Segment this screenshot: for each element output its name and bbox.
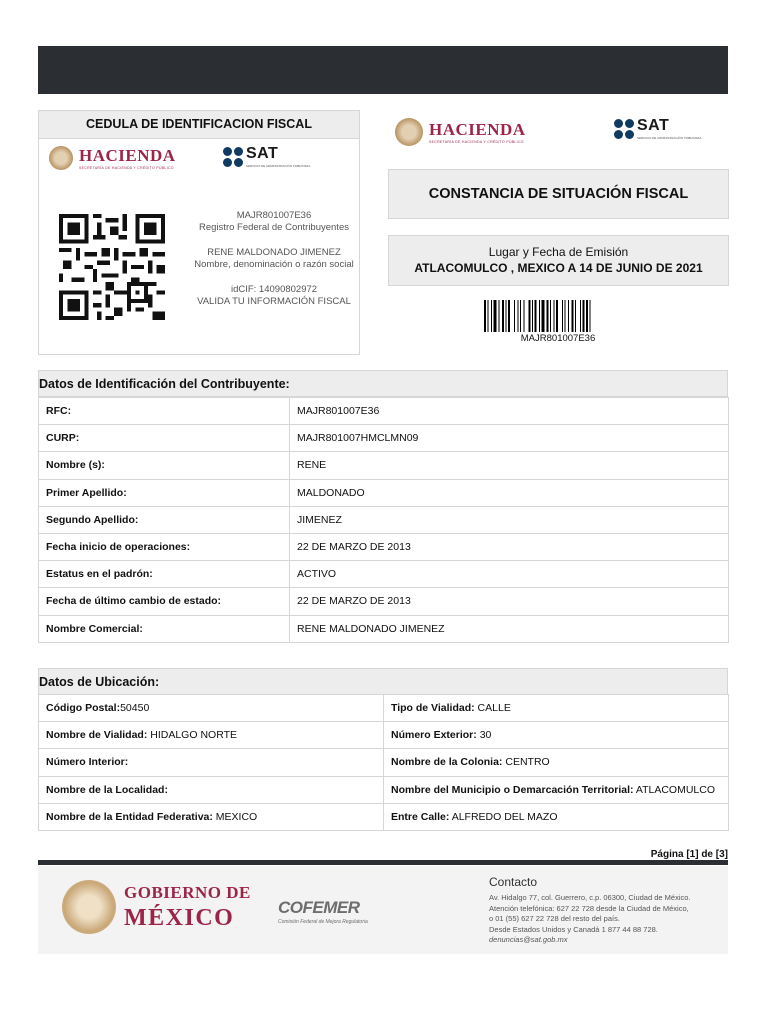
row-value: RENE — [290, 452, 729, 479]
table-row — [39, 452, 729, 479]
table-row — [39, 425, 729, 452]
contacto-title: Contacto — [489, 875, 538, 889]
row-value: MAJR801007E36 — [290, 398, 729, 425]
row-label: Nombre (s): — [39, 452, 290, 479]
cell-value: CENTRO — [502, 756, 550, 769]
cedula-rfc: MAJR801007E36 — [236, 210, 312, 221]
identificacion-section-title — [38, 370, 728, 397]
row-label: Primer Apellido: — [39, 479, 290, 506]
cell-value: 30 — [476, 729, 492, 742]
sat-logo-text: SAT — [637, 117, 670, 134]
contacto-block — [489, 875, 691, 946]
row-value: JIMENEZ — [290, 506, 729, 533]
ubicacion-cell — [39, 722, 384, 749]
barcode-text: MAJR801007E36 — [520, 333, 596, 344]
qr-code-icon — [59, 211, 165, 323]
mexico-seal-icon — [62, 880, 116, 934]
sat-dots-icon — [223, 147, 243, 167]
cedula-nombre-label: Nombre, denominación o razón social — [194, 258, 354, 270]
cofemer-logo — [278, 898, 368, 925]
gobierno-logo — [62, 880, 251, 934]
table-row — [39, 776, 729, 803]
ubicacion-table — [38, 694, 729, 831]
row-label: CURP: — [39, 425, 290, 452]
row-value: 22 DE MARZO DE 2013 — [290, 588, 729, 615]
hacienda-logo-subtext: SECRETARÍA DE HACIENDA Y CRÉDITO PÚBLICO — [79, 165, 174, 170]
cell-label: Entre Calle: — [391, 810, 450, 823]
cell-value: 50450 — [120, 702, 150, 715]
cedula-idcif: idCIF: 14090802972 — [230, 284, 318, 295]
cedula-title: CEDULA DE IDENTIFICACION FISCAL — [39, 111, 359, 139]
cell-label: Código Postal: — [46, 702, 121, 715]
row-label: Segundo Apellido: — [39, 506, 290, 533]
row-label: Estatus en el padrón: — [39, 561, 290, 588]
table-row — [39, 533, 729, 560]
table-row — [39, 722, 729, 749]
table-row — [39, 803, 729, 830]
footer — [38, 866, 728, 954]
row-label: RFC: — [39, 398, 290, 425]
cell-label: Nombre del Municipio o Demarcación Territorial: — [391, 783, 634, 796]
sat-logo-text: SAT — [246, 145, 279, 162]
cell-label: Tipo de Vialidad: — [391, 702, 475, 715]
row-value: ACTIVO — [290, 561, 729, 588]
page-number: Página [1] de [3] — [650, 849, 728, 860]
ubicacion-cell — [39, 776, 384, 803]
cell-label: Nombre de Vialidad: — [46, 729, 148, 742]
identificacion-table — [38, 397, 729, 643]
sat-logo — [223, 146, 310, 168]
table-row — [39, 749, 729, 776]
table-row — [39, 615, 729, 642]
cell-label: Número Exterior: — [391, 729, 477, 742]
hacienda-seal-icon — [49, 146, 73, 170]
row-value: RENE MALDONADO JIMENEZ — [290, 615, 729, 642]
cell-value: CALLE — [474, 702, 511, 715]
constancia-title: CONSTANCIA DE SITUACIÓN FISCAL — [388, 169, 729, 219]
row-value: 22 DE MARZO DE 2013 — [290, 533, 729, 560]
sat-logo-subtext: SERVICIO DE ADMINISTRACIÓN TRIBUTARIA — [246, 164, 311, 168]
ubicacion-cell — [384, 722, 729, 749]
ubicacion-cell — [39, 749, 384, 776]
cell-value: HIDALGO NORTE — [147, 729, 237, 742]
footer-divider — [38, 860, 728, 865]
ubicacion-cell — [384, 803, 729, 830]
hacienda-logo-text: HACIENDA — [79, 145, 176, 165]
contacto-line: Atención telefónica: 627 22 728 desde la Ciudad de México, — [489, 903, 689, 913]
sat-logo-right — [614, 118, 701, 140]
table-row — [39, 398, 729, 425]
cofemer-logo-text: COFEMER — [278, 898, 360, 917]
ubicacion-cell — [39, 803, 384, 830]
hacienda-seal-icon — [395, 118, 423, 146]
cell-label: Nombre de la Entidad Federativa: — [46, 810, 213, 823]
ubicacion-cell — [384, 695, 729, 722]
gobierno-line2: MÉXICO — [124, 904, 235, 931]
ubicacion-cell — [384, 749, 729, 776]
row-value: MAJR801007HMCLMN09 — [290, 425, 729, 452]
cedula-card — [38, 110, 360, 355]
contacto-line: Desde Estados Unidos y Canadá 1 877 44 88 728. — [489, 924, 658, 934]
contacto-email-link[interactable]: denuncias@sat.gob.mx — [489, 935, 568, 944]
table-row — [39, 695, 729, 722]
cofemer-logo-subtext: Comisión Federal de Mejora Regulatoria — [278, 919, 368, 925]
table-row — [39, 561, 729, 588]
cell-label: Número Interior: — [46, 756, 129, 769]
cell-value: MEXICO — [212, 810, 258, 823]
hacienda-logo-subtext: SECRETARÍA DE HACIENDA Y CRÉDITO PÚBLICO — [429, 139, 524, 144]
sat-logo-subtext: SERVICIO DE ADMINISTRACIÓN TRIBUTARIA — [637, 136, 702, 140]
row-label: Fecha de último cambio de estado: — [39, 588, 290, 615]
contacto-line: o 01 (55) 627 22 728 del resto del país. — [489, 914, 620, 923]
gobierno-line1: GOBIERNO DE — [124, 882, 251, 902]
sat-dots-icon — [614, 119, 634, 139]
contacto-line: Av. Hidalgo 77, col. Guerrero, c.p. 06300, Ciudad de México. — [489, 893, 691, 902]
identificacion-title-text: Datos de Identificación del Contribuyente: — [39, 377, 290, 391]
ubicacion-cell — [384, 776, 729, 803]
hacienda-logo — [49, 146, 176, 170]
hacienda-logo-text: HACIENDA — [429, 119, 526, 139]
ubicacion-title-text: Datos de Ubicación: — [39, 675, 160, 689]
row-label: Nombre Comercial: — [39, 615, 290, 642]
ubicacion-cell — [39, 695, 384, 722]
cell-label: Nombre de la Colonia: — [391, 756, 503, 769]
cedula-nombre: RENE MALDONADO JIMENEZ — [207, 247, 341, 258]
barcode-icon — [484, 300, 632, 332]
table-row — [39, 479, 729, 506]
header-bar — [38, 46, 728, 94]
lugar-value: ATLACOMULCO , MEXICO A 14 DE JUNIO DE 2021 — [414, 261, 703, 275]
lugar-label: Lugar y Fecha de Emisión — [488, 245, 629, 259]
row-label: Fecha inicio de operaciones: — [39, 533, 290, 560]
cell-label: Nombre de la Localidad: — [46, 783, 168, 796]
cedula-valida: VALIDA TU INFORMACIÓN FISCAL — [197, 295, 351, 307]
table-row — [39, 506, 729, 533]
cedula-info — [189, 210, 359, 307]
row-value: MALDONADO — [290, 479, 729, 506]
cell-value: ALFREDO DEL MAZO — [449, 810, 558, 823]
hacienda-logo-right — [395, 118, 526, 146]
cell-value: ATLACOMULCO — [633, 783, 716, 796]
cedula-rfc-label: Registro Federal de Contribuyentes — [199, 221, 349, 233]
table-row — [39, 588, 729, 615]
ubicacion-section-title — [38, 668, 728, 695]
lugar-fecha-box — [388, 235, 729, 286]
